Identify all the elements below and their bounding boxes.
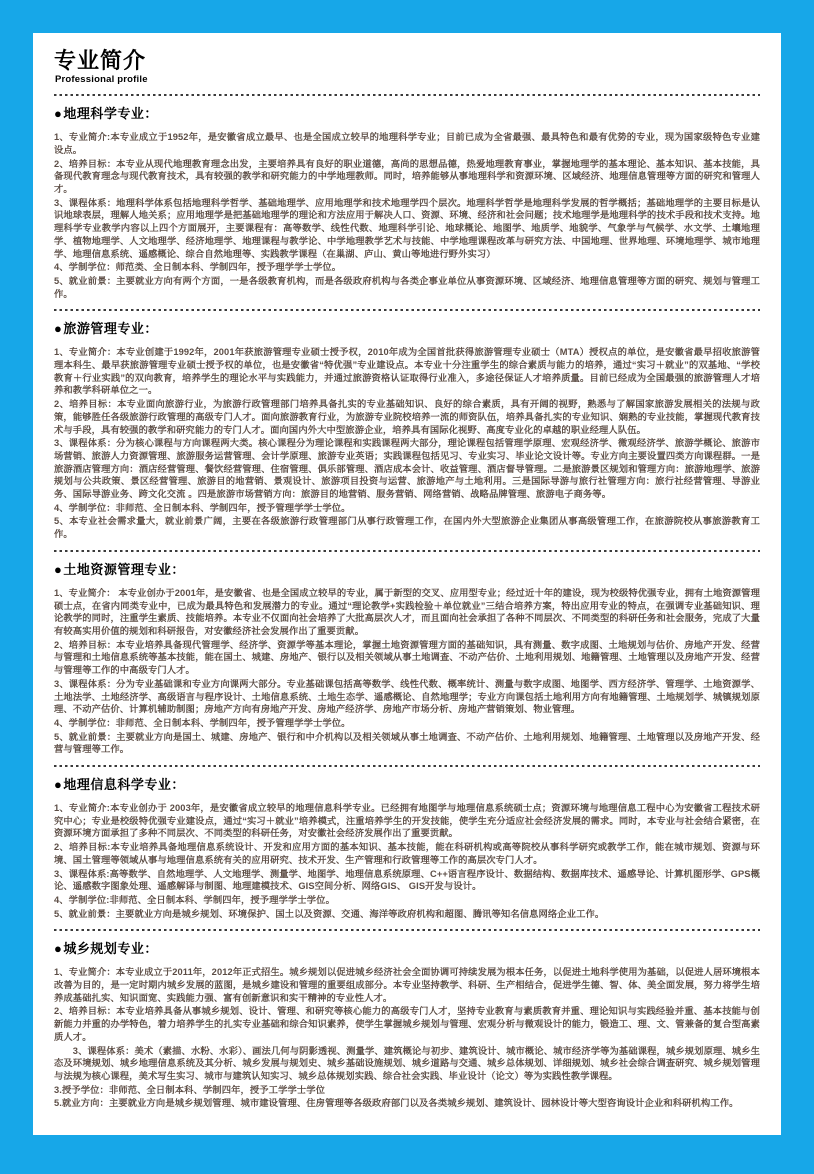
section-paragraph: 3、课程体系：地理科学体系包括地理科学哲学、基础地理学、应用地理学和技术地理学四个层次。地理科学哲学是地理科学发展的哲学概括；基础地理学的主要目标是认识地球表层，理解人地关系；应用地理学是把基础地理学的理论和方法应用于解决人口、资源、环境、经济和社会问题；技术地理学是地理科学的技术手段和技术支持。地理科学专业教学内容以上四个方面展开，主要课程有：高等数学、线性代数、地理科学引论、地球概论、地图学、地质学、地貌学、气象学与气候学、水文学、土壤地理学、植物地理学、人文地理学、经济地理学、地理课程与教学论、中学地理教学艺术与技能、中学地理课程改革与研究方法、中国地理、世界地理、环境地理学、城市地理学、地理信息系统、遥感概论、综合自然地理等、实践教学课程（在巢湖、庐山、黄山等地进行野外实习）: [54, 197, 760, 259]
section-heading: [54, 103, 760, 122]
dashed-divider: [54, 550, 760, 552]
section: [54, 94, 760, 300]
section-body: [54, 966, 760, 1110]
section-paragraph: 3、课程体系：分为专业基础课和专业方向课两大部分。专业基础课包括高等数学、线性代数、概率统计、测量与数字成图、地图学、西方经济学、管理学、土地资源学、土地法学、土地经济学、高级语言与程序设计、土地信息系统、土地生态学、遥感概论、自然地理学；专业方向课包括土地利用方向有地籍管理、土地规划学、城镇规划原理、不动产估价、计算机辅助制图；房地产方向有房地产开发、房地产经济学、房地产市场分析、房地产营销策划、物业管理。: [54, 678, 760, 715]
section-paragraph: 1、专业简介： 本专业创办于2001年，是安徽省、也是全国成立较早的专业，属于新型的交叉、应用型专业；经过近十年的建设，现为校级特优强专业，拥有土地资源管理硕士点，在省内同类专业中，已成为最具特色和发展潜力的专业。通过“理论教学+实践检验＋单位就业”三结合培养方案，特出应用专业的特点，在强调专业基础知识、理论教学的同时，注重学生素质、技能培养。本专业不仅面向社会培养了大批高层次人才，而且面向社会承担了各种不同层次、不同类型的科研任务和社会服务，完成了大量有较高实用价值的规划和科研报告，对安徽经济社会发展作出了重要贡献。: [54, 587, 760, 636]
section-paragraph: 1、专业简介:本专业创办于 2003年，是安徽省成立较早的地理信息科学专业。已经拥有地图学与地理信息系统硕士点；资源环境与地理信息工程中心为安徽省工程技术研究中心；专业是校级特优强专业建设点，通过“实习＋就业”培养模式，注重培养学生的开发技能，使学生充分适应社会经济发展的需求。同时，本专业与社会结合紧密，在资源环境方面承担了多种不同层次、不同类型的科研任务，对安徽社会经济发展作出了重要贡献。: [54, 803, 760, 839]
section-heading: [54, 774, 760, 793]
section-heading: [54, 938, 760, 957]
section-paragraph: 2、培养目标：本专业培养具备从事城乡规划、设计、管理、和研究等核心能力的高级专门人才，坚持专业教育与素质教育并重、理论知识与实践经验并重、基本技能与创新能力并重的办学特色，着力培养学生的扎实专业基础和综合知识素养，使学生掌握城乡规划与管理、宏观分析与微观设计的能力，锻造工、理、文、管兼备的复合型高素质人才。: [54, 1006, 760, 1042]
bullet-icon: ●: [54, 321, 63, 337]
section-paragraph: 1、专业简介：本专业成立于2011年，2012年正式招生。城乡规划以促进城乡经济社会全面协调可持续发展为根本任务，以促进土地科学使用为基础，以促进人居环境根本改善为目的，是一定时期内城乡发展的蓝图，是城乡建设和管理的重要组成部分。本专业坚持教学、科研、生产相结合，促进学生德、智、体、美全面发展，努力将学生培养成基础扎实、知识面宽、实践能力强、富有创新意识和实干精神的专业性人才。: [54, 967, 760, 1003]
bullet-icon: ●: [54, 941, 63, 957]
bullet-icon: ●: [54, 777, 63, 793]
section: [54, 929, 760, 1110]
section-paragraph: 4、学制学位：非师范、全日制本科、学制四年，授予管理学学士学位。: [54, 502, 351, 513]
section-heading-label: 地理信息科学专业：: [63, 777, 185, 793]
section-paragraph: 2、培养目标：本专业培养具备现代管理学、经济学、资源学等基本理论，掌握土地资源管理方面的基础知识，具有测量、数字成图、土地规划与估价、房地产开发、经营与管理和土地信息系统等基本技能，能在国土、城建、房地产、银行以及相关领域从事土地调查、不动产估价、土地利用规划、地籍管理、土地管理以及房地产开发、经营与管理等工作的中高级专门人才。: [54, 639, 760, 676]
dashed-divider: [54, 765, 760, 767]
section-paragraph: 1、专业简介:本专业成立于1952年，是安徽省成立最早、也是全国成立较早的地理科学专业；目前已成为全省最强、最具特色和最有优势的专业，现为国家级特色专业建设点。: [54, 132, 760, 155]
section-paragraph: 5、就业前景：主要就业方向是国土、城建、房地产、银行和中介机构以及相关领域从事土地调查、不动产估价、土地利用规划、地籍管理、土地管理以及房地产开发、经营与管理等工作。: [54, 731, 760, 755]
section-paragraph: 3、课程体系：美术（素描、水粉、水彩）、画法几何与阴影透视、测量学、建筑概论与初步、建筑设计、城市概论、城市经济学等为基础课程，城乡规划原理、城乡生态及环境规划、城乡地理信息系统及其分析、城乡发展与规划史、城乡基础设施规划、城乡道路与交通、城乡总体规划、详细规划、城乡社会综合调查研究、城乡规划管理与法规为核心课程，美术写生实习、城市与建筑认知实习、城乡总体规划实践、综合社会实践、毕业设计（论文）等为实践性教学课程。: [54, 1045, 760, 1081]
dashed-divider: [54, 94, 760, 96]
section: [54, 765, 760, 920]
section-paragraph: 2、培养目标：本专业面向旅游行业，为旅游行政管理部门培养具备扎实的专业基础知识、良好的综合素质，具有开阔的视野，熟悉与了解国家旅游发展相关的法规与政策，能够胜任各级旅游行政管理的高级专门人才。面向旅游教育行业，为旅游专业院校培养一流的师资队伍，培养具备扎实的专业知识、娴熟的专业技能，掌握现代教育技术与手段，具有较强的教学和研究能力的专门人才。面向国内外大中型旅游企业，培养具有国际化视野、高度专业化的卓越的职业经理人队伍。: [54, 399, 760, 435]
section-paragraph: 1、专业简介：本专业创建于1992年，2001年获旅游管理专业硕士授予权，2010年成为全国首批获得旅游管理专业硕士（MTA）授权点的单位，是安徽省最早招收旅游管理本科生、最早获旅游管理专业硕士授予权的单位，也是安徽省“特优强”专业建设点。本专业十分注重学生的综合素质与能力的培养，通过“实习＋就业”的双基地、“学校教育＋行业实践”的双向教育，培养学生的理论水平与实践能力，并通过旅游资格认证取得行业准入，多途径保证人才培养质量。目前已经成为全国最强的旅游管理人才培养和教学科研单位之一。: [54, 347, 760, 396]
section-paragraph: 5、就业前景：主要就业方向有两个方面，一是各级教育机构，而是各级政府机构与各类企事业单位从事资源环境、区域经济、地理信息管理等方面的研究、规划与管理工作。: [54, 275, 760, 299]
section-paragraph: 4、学制学位:非师范、全日制本科、学制四年，授予理学学士学位。: [54, 894, 335, 905]
section-heading-label: 地理科学专业：: [63, 106, 158, 122]
dashed-divider: [54, 929, 760, 931]
section-paragraph: 5、就业前景：主要就业方向是城乡规划、环境保护、国土以及资源、交通、海洋等政府机构和超图、腾讯等知名信息网络企业工作。: [54, 908, 605, 919]
section: [54, 309, 760, 541]
page-title: 专业简介: [54, 48, 147, 73]
section-paragraph: 5.就业方向：主要就业方向是城乡规划管理、城市建设管理、住房管理等各级政府部门以及各类城乡规划、建筑设计、园林设计等大型咨询设计企业和科研机构工作。: [54, 1098, 739, 1109]
bullet-icon: ●: [54, 561, 63, 577]
sections-container: [54, 94, 760, 1110]
section-body: [54, 802, 760, 920]
section: [54, 550, 760, 756]
page-subtitle: Professional profile: [55, 74, 148, 86]
bullet-icon: ●: [54, 106, 63, 122]
section-body: [54, 346, 760, 541]
section-paragraph: 4、学制学位：非师范、全日制本科、学制四年，授予管理学学士学位。: [54, 717, 351, 728]
section-paragraph: 3.授予学位：非师范、全日制本科、学制四年，授予工学学士学位: [54, 1084, 326, 1095]
section-heading-label: 旅游管理专业：: [63, 321, 158, 337]
content-card: [33, 33, 781, 1135]
section-body: [54, 587, 760, 756]
section-paragraph: 2、培养目标:本专业培养具备地理信息系统设计、开发和应用方面的基本知识、基本技能，能在科研机构或高等院校从事科学研究或教学工作，能在城市规划、资源与环境、国土管理等领域从事与地理信息系统有关的应用研究、技术开发、生产管理和行政管理等工作的高层次专门人才。: [54, 842, 760, 865]
section-paragraph: 3、课程体系:高等数学、自然地理学、人文地理学、测量学、地图学、地理信息系统原理、C++语言程序设计、数据结构、数据库技术、遥感导论、计算机图形学、GPS概论、遥感数字图象处理、遥感解译与制图、地理建模技术、GIS空间分析、网络GIS、 GIS开发与设计。: [54, 868, 760, 892]
section-paragraph: 3、课程体系：分为核心课程与方向课程两大类。核心课程分为理论课程和实践课程两大部分，理论课程包括管理学原理、宏观经济学、微观经济学、旅游学概论、旅游市场营销、旅游人力资源管理、旅游服务运营管理、会计学原理、旅游专业英语；实践课程包括见习、专业实习、毕业论文设计等。专业方向主要设置四类方向课程群。一是旅游酒店管理方向：酒店经营管理、餐饮经营管理、住宿管理、俱乐部管理、酒店成本会计、收益管理、酒店督导管理。二是旅游景区规划和管理方向：旅游地理学、旅游规划与公共政策、景区经营管理、旅游目的地营销、景观设计、旅游项目投资与运营、旅游地产与土地利用。三是国际导游与旅行社管理方向：旅行社经营管理、导游业务、国际导游业务、跨文化交流 。四是旅游市场营销方向：旅游目的地营销、服务营销、网络营销、战略品牌管理、旅游电子商务等。: [54, 438, 760, 500]
section-paragraph: 5、本专业社会需求量大，就业前景广阔，主要在各级旅游行政管理部门从事行政管理工作，在国内外大型旅游企业集团从事高级管理工作，在旅游院校从事旅游教育工作。: [54, 516, 760, 540]
section-body: [54, 131, 760, 300]
section-heading: [54, 559, 760, 578]
section-heading-label: 城乡规划专业：: [63, 941, 158, 957]
dashed-divider: [54, 309, 760, 311]
section-heading-label: 土地资源管理专业：: [63, 561, 185, 577]
section-paragraph: 2、培养目标：本专业从现代地理教育理念出发，主要培养具有良好的职业道德，高尚的思想品德，热爱地理教育事业，掌握地理学的基本理论、基本知识、基本技能，具备现代教育理念与现代教育技术，具有较强的教学和研究能力的中学地理教师。同时，培养能够从事地理科学和资源环境、区域经济、地理信息管理等方面的研究和管理人才。: [54, 158, 760, 194]
section-paragraph: 4、学制学位：师范类、全日制本科、学制四年，授予理学学士学位。: [54, 262, 342, 273]
section-heading: [54, 318, 760, 337]
